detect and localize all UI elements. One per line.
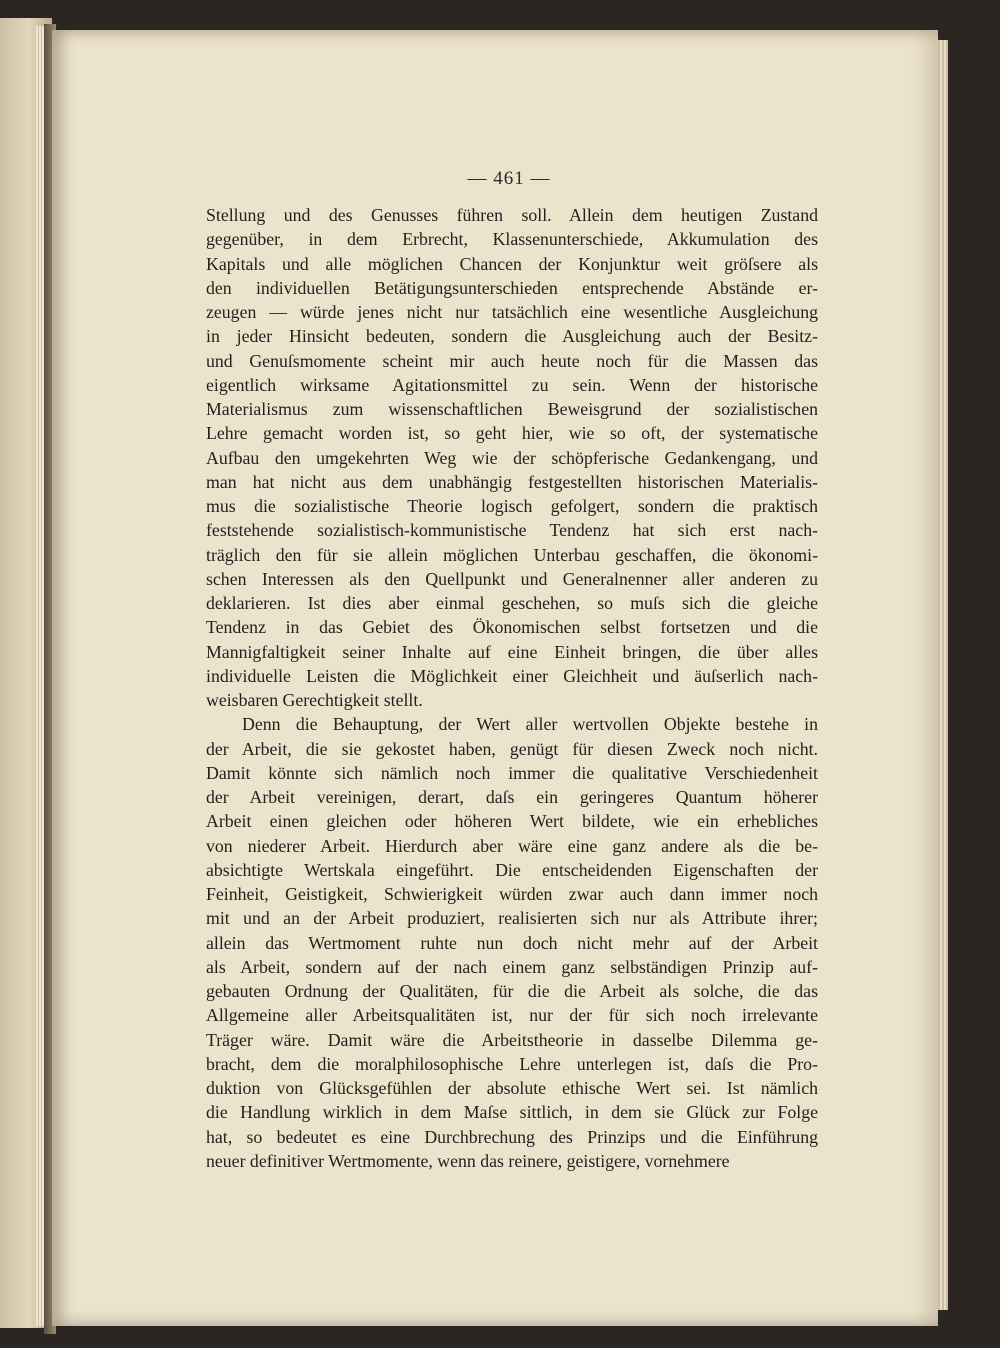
- text-line: allein das Wertmoment ruhte nun doch nicht mehr auf der Arbeit: [206, 932, 818, 953]
- text-line: mit und an der Arbeit produziert, realisierten sich nur als Attribute ihrer;: [206, 908, 818, 929]
- text-line: deklarieren. Ist dies aber einmal geschehen, so muſs sich die gleiche: [206, 593, 818, 613]
- text-line: duktion von Glücksgefühlen der absolute ethische Wert sei. Ist nämlich: [206, 1078, 818, 1098]
- text-line: Stellung und des Genusses führen soll. Allein dem heutigen Zustand: [206, 205, 818, 225]
- text-line: träglich den für sie allein möglichen Unterbau geschaffen, die ökonomi-: [206, 544, 818, 565]
- body-text: [206, 203, 818, 1173]
- text-line: der Arbeit, die sie gekostet haben, genügt für diesen Zweck noch nicht.: [206, 738, 818, 759]
- page-number: — 461 —: [467, 168, 551, 189]
- text-line: weisbaren Gerechtigkeit stellt.: [206, 690, 423, 710]
- text-line: Allgemeine aller Arbeitsqualitäten ist, nur der für sich noch irrelevante: [206, 1005, 818, 1026]
- text-line: bracht, dem die moralphilosophische Lehre unterlegen ist, daſs die Pro-: [206, 1053, 818, 1074]
- text-line: Träger wäre. Damit wäre die Arbeitstheorie in dasselbe Dilemma ge-: [206, 1029, 818, 1050]
- text-line: und Genuſsmomente scheint mir auch heute noch für die Massen das: [206, 350, 818, 371]
- text-line: den individuellen Betätigungsunterschieden entsprechende Abstände er-: [206, 277, 818, 298]
- text-line: zeugen — würde jenes nicht nur tatsächlich eine wesentliche Ausgleichung: [206, 302, 818, 322]
- text-line: neuer definitiver Wertmomente, wenn das reinere, geistigere, vornehmere: [206, 1150, 730, 1171]
- text-line: mus die sozialistische Theorie logisch gefolgert, sondern die praktisch: [206, 496, 818, 516]
- text-line: absichtigte Wertskala eingeführt. Die entscheidenden Eigenschaften der: [206, 859, 818, 880]
- text-line: eigentlich wirksame Agitationsmittel zu sein. Wenn der historische: [206, 374, 818, 395]
- text-line: Aufbau den umgekehrten Weg wie der schöpferische Gedankengang, und: [206, 447, 818, 468]
- text-line: Denn die Behauptung, der Wert aller wertvollen Objekte bestehe in: [242, 714, 818, 735]
- text-line: schen Interessen als den Quellpunkt und Generalnenner aller anderen zu: [206, 568, 818, 589]
- text-line: als Arbeit, sondern auf der nach einem ganz selbständigen Prinzip auf-: [206, 956, 818, 977]
- text-line: Lehre gemacht worden ist, so geht hier, wie so oft, der systematische: [206, 423, 818, 444]
- text-line: man hat nicht aus dem unabhängig festgestellten historischen Materialis-: [206, 471, 818, 492]
- book-page: [52, 30, 938, 1326]
- text-line: feststehende sozialistisch-kommunistische Tendenz hat sich erst nach-: [206, 520, 818, 541]
- text-line: gegenüber, in dem Erbrecht, Klassenunterschiede, Akkumulation des: [206, 229, 818, 250]
- text-line: die Handlung wirklich in dem Maſse sittlich, in dem sie Glück zur Folge: [206, 1102, 818, 1123]
- text-line: Mannigfaltigkeit seiner Inhalte auf eine Einheit bringen, die über alles: [206, 641, 818, 662]
- text-line: Tendenz in das Gebiet des Ökonomischen selbst fortsetzen und die: [206, 617, 818, 638]
- text-line: hat, so bedeutet es eine Durchbrechung des Prinzips und die Einführung: [206, 1126, 818, 1147]
- text-line: Feinheit, Geistigkeit, Schwierigkeit würden zwar auch dann immer noch: [206, 884, 818, 904]
- text-line: Kapitals und alle möglichen Chancen der Konjunktur weit gröſsere als: [206, 253, 818, 274]
- paragraph: [206, 203, 818, 712]
- text-line: Arbeit einen gleichen oder höheren Wert bildete, wie ein erhebliches: [206, 811, 818, 832]
- text-line: gebauten Ordnung der Qualitäten, für die die Arbeit als solche, die das: [206, 981, 818, 1001]
- text-line: in jeder Hinsicht bedeuten, sondern die Ausgleichung auch der Besitz-: [206, 326, 818, 347]
- text-line: Damit könnte sich nämlich noch immer die qualitative Verschiedenheit: [206, 762, 818, 783]
- text-line: der Arbeit vereinigen, derart, daſs ein geringeres Quantum höherer: [206, 787, 818, 807]
- paragraph: [206, 712, 818, 1173]
- text-line: individuelle Leisten die Möglichkeit einer Gleichheit und äuſserlich nach-: [206, 665, 818, 686]
- text-line: Materialismus zum wissenschaftlichen Beweisgrund der sozialistischen: [206, 399, 818, 419]
- text-line: von niederer Arbeit. Hierdurch aber wäre eine ganz andere als die be-: [206, 835, 818, 856]
